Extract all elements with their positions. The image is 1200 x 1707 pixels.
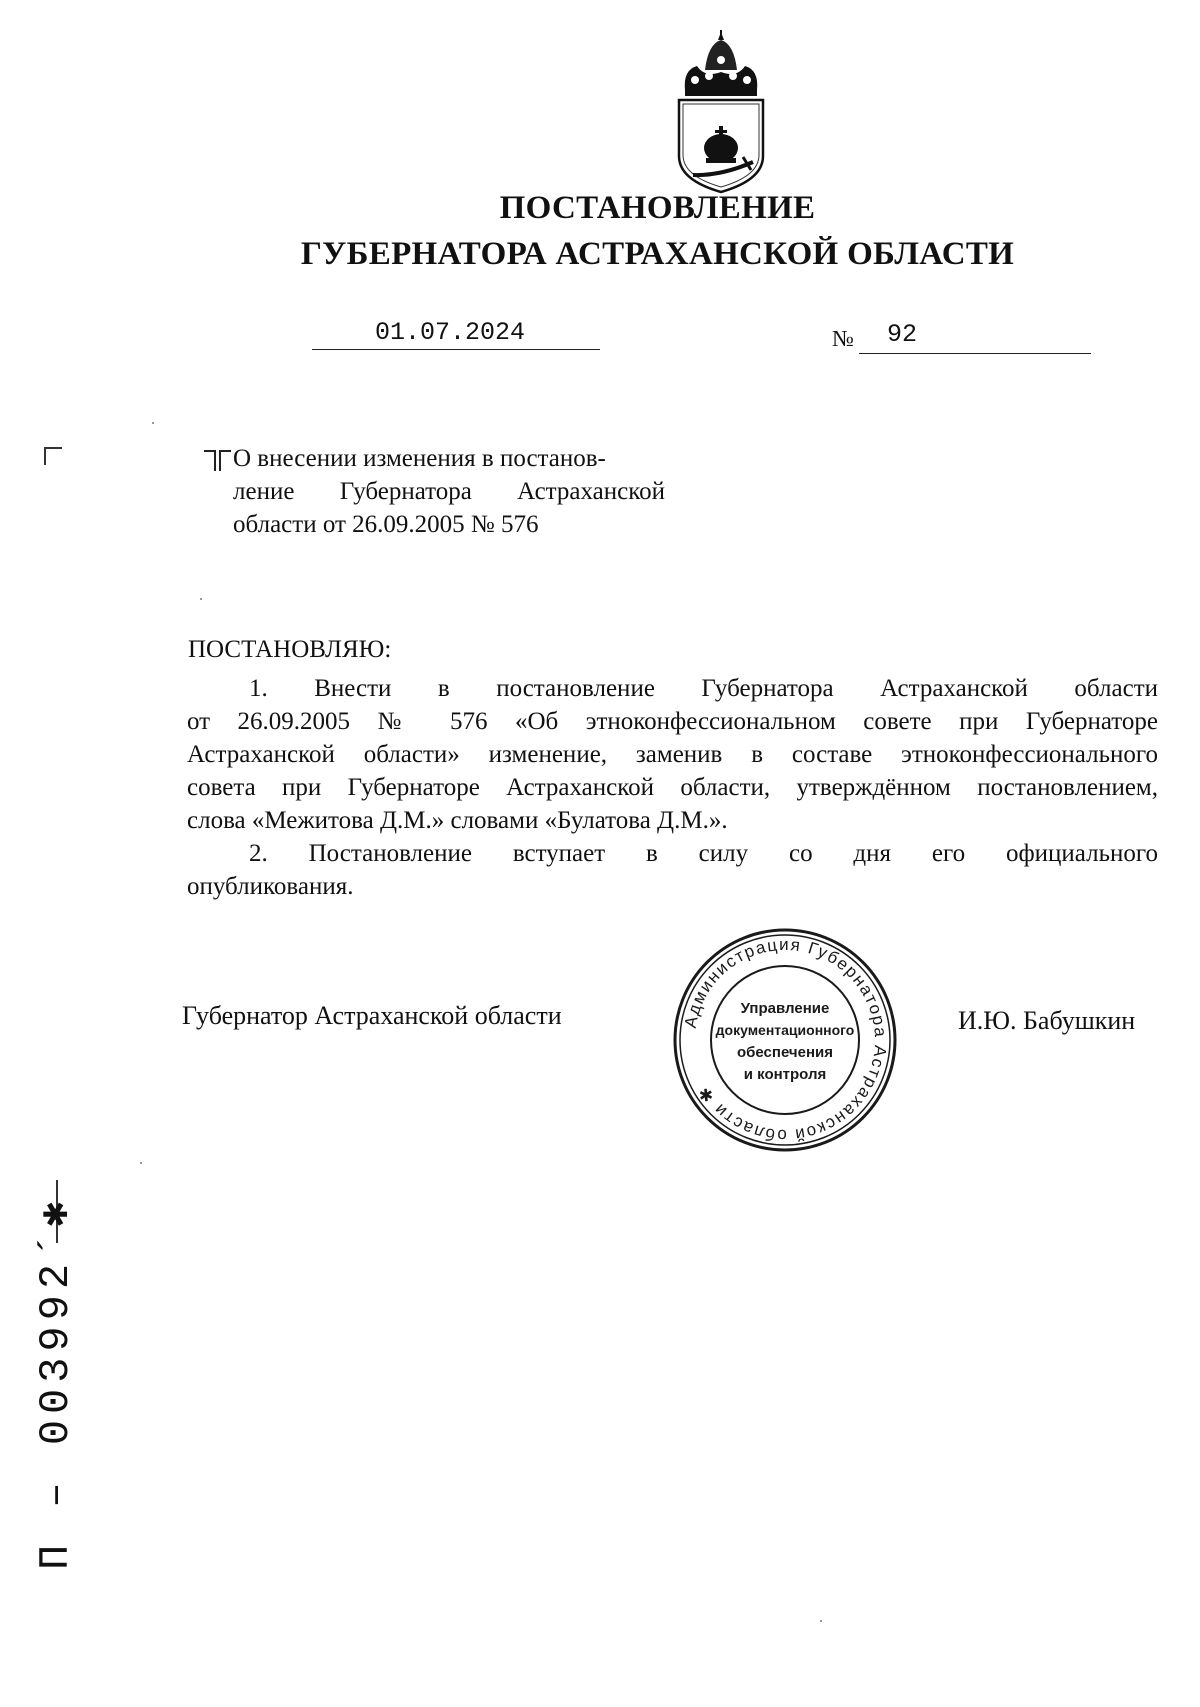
paragraph-1-line: Астраханской области» изменение, заменив в составе этноконфессионального [187, 741, 1158, 768]
scan-speck [152, 422, 154, 424]
seal-ring-text: Администрация Губернатора Астраханской области ✱ [680, 934, 891, 1146]
seal-center-line: Управление [740, 1000, 830, 1017]
scan-speck [200, 598, 202, 600]
seal-center-line: и контроля [743, 1066, 827, 1083]
document-number: 92 [887, 320, 918, 349]
number-underline [859, 353, 1091, 354]
paragraph-2-line: опубликования. [187, 873, 354, 900]
issuer-title: ГУБЕРНАТОРА АСТРАХАНСКОЙ ОБЛАСТИ [300, 236, 1015, 272]
seal-center-line: документационного [715, 1022, 855, 1038]
subject-line: ление Губернатора Астраханской [233, 478, 665, 505]
paragraph-1-line: 1. Внести в постановление Губернатора Астраханской области [249, 675, 1158, 702]
paragraph-1-line: совета при Губернаторе Астраханской области, утверждённом постановлением, [187, 774, 1158, 801]
registration-number-text: П – 003992´✱ [32, 1195, 80, 1570]
paragraph-1-line: от 26.09.2005 № 576 «Об этноконфессиональном совете при Губернаторе [187, 708, 1158, 735]
number-label: № [832, 326, 854, 351]
paragraph-1-line: слова «Межитова Д.М.» словами «Булатова Д.М.». [187, 807, 728, 834]
document-body [187, 672, 1158, 903]
signatory-name: И.Ю. Бабушкин [958, 1006, 1136, 1035]
paragraph-2-line: 2. Постановление вступает в силу со дня его официального [249, 840, 1158, 867]
margin-corner-mark [44, 447, 62, 465]
date-underline [312, 349, 600, 350]
scan-speck [140, 1162, 142, 1164]
scan-speck [820, 1620, 822, 1622]
document-title: ПОСТАНОВЛЕНИЕ [499, 190, 816, 226]
subject-bracket-mark [203, 449, 233, 473]
document-date: 01.07.2024 [375, 318, 526, 347]
decree-word: ПОСТАНОВЛЯЮ: [188, 636, 392, 663]
coat-of-arms-icon [675, 30, 767, 196]
seal-center-line: обеспечения [736, 1044, 834, 1061]
subject-line: О внесении изменения в постанов- [233, 445, 606, 472]
document-subject [233, 442, 665, 541]
subject-line: области от 26.09.2005 № 576 [233, 511, 539, 538]
signatory-position: Губернатор Астраханской области [182, 1001, 562, 1030]
official-seal [670, 925, 900, 1155]
